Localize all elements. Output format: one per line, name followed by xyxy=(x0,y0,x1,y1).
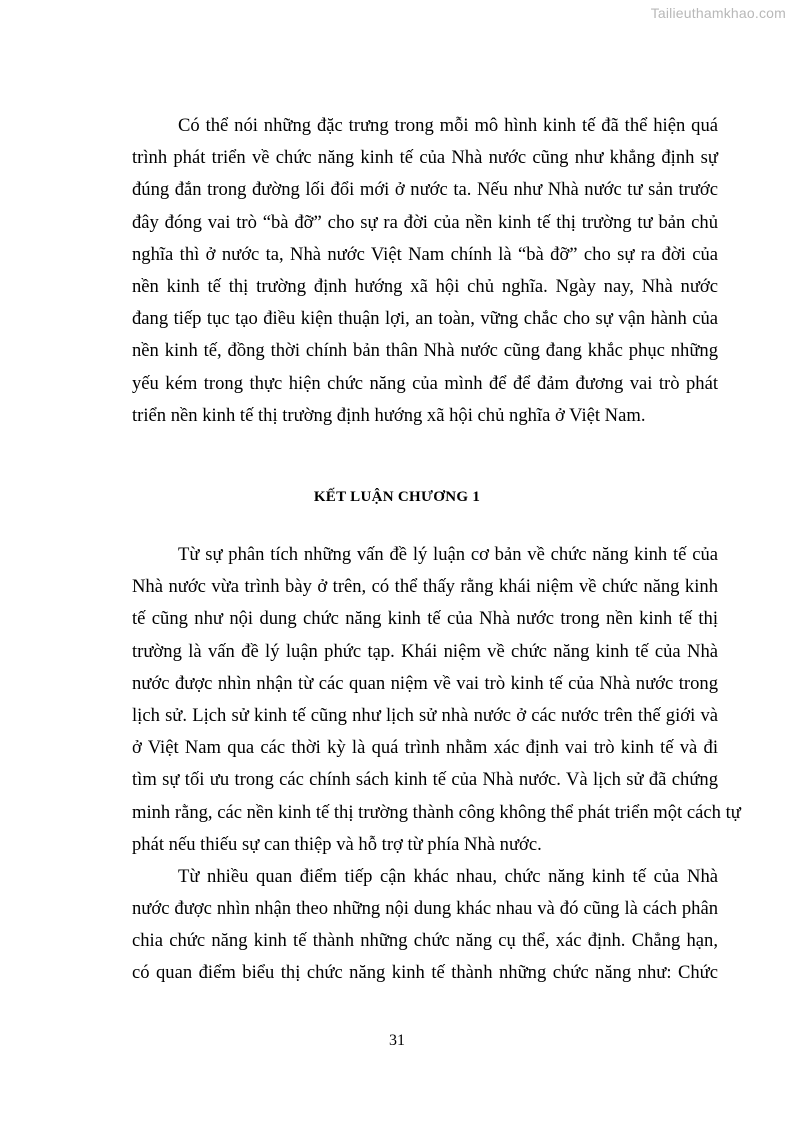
watermark: Tailieuthamkhao.com xyxy=(650,5,786,21)
text-line: phát nếu thiếu sự can thiệp và hỗ trợ từ phía Nhà nước. xyxy=(132,833,542,855)
text-line: chia chức năng kinh tế thành những chức năng cụ thể, xác định. Chẳng hạn, xyxy=(132,930,718,952)
text-line: Có thể nói những đặc trưng trong mỗi mô hình kinh tế đã thể hiện quá xyxy=(178,115,718,136)
chapter-conclusion-heading: KẾT LUẬN CHƯƠNG 1 xyxy=(313,489,481,505)
text-line: yếu kém trong thực hiện chức năng của mình để để đảm đương vai trò phát xyxy=(132,372,718,394)
text-line: triển nền kinh tế thị trường định hướng xã hội chủ nghĩa ở Việt Nam. xyxy=(132,404,646,426)
text-line: trường là vấn đề lý luận phức tạp. Khái niệm về chức năng kinh tế của Nhà xyxy=(132,640,718,662)
paragraph-conclusion-1 xyxy=(132,539,741,861)
text-line: nghĩa thì ở nước ta, Nhà nước Việt Nam chính là “bà đỡ” cho sự ra đời của xyxy=(132,243,718,265)
paragraph-intro xyxy=(132,110,718,432)
text-line: Từ nhiều quan điểm tiếp cận khác nhau, chức năng kinh tế của Nhà xyxy=(178,865,718,887)
text-line: tìm sự tối ưu trong các chính sách kinh tế của Nhà nước. Và lịch sử đã chứng xyxy=(132,769,718,791)
text-line: có quan điểm biểu thị chức năng kinh tế thành những chức năng như: Chức xyxy=(132,962,718,984)
text-line: nước được nhìn nhận từ các quan niệm về vai trò kinh tế của Nhà nước trong xyxy=(132,672,718,694)
text-line: nền kinh tế thị trường định hướng xã hội chủ nghĩa. Ngày nay, Nhà nước xyxy=(132,275,718,297)
text-line: nền kinh tế, đồng thời chính bản thân Nhà nước cũng đang khắc phục những xyxy=(132,340,718,362)
text-line: nước được nhìn nhận theo những nội dung khác nhau và đó cũng là cách phân xyxy=(132,898,718,920)
text-line: đúng đắn trong đường lối đổi mới ở nước ta. Nếu như Nhà nước tư sản trước xyxy=(132,179,718,201)
page-number: 31 xyxy=(389,1032,405,1049)
paragraph-conclusion-2 xyxy=(132,861,718,990)
text-line: đây đóng vai trò “bà đỡ” cho sự ra đời của nền kinh tế thị trường tư bản chủ xyxy=(132,211,718,233)
text-line: đang tiếp tục tạo điều kiện thuận lợi, an toàn, vững chắc cho sự vận hành của xyxy=(132,308,718,330)
text-line: Từ sự phân tích những vấn đề lý luận cơ bản về chức năng kinh tế của xyxy=(178,544,718,565)
conclusion-body xyxy=(132,539,741,990)
text-line: trình phát triển về chức năng kinh tế của Nhà nước cũng như khẳng định sự xyxy=(132,147,718,169)
text-line: minh rằng, các nền kinh tế thị trường thành công không thể phát triển một cách tự xyxy=(132,801,741,823)
text-line: Nhà nước vừa trình bày ở trên, có thể thấy rằng khái niệm về chức năng kinh xyxy=(132,576,718,598)
text-line: lịch sử. Lịch sử kinh tế cũng như lịch sử nhà nước ở các nước trên thế giới và xyxy=(132,704,718,726)
text-line: tế cũng như nội dung chức năng kinh tế của Nhà nước trong nền kinh tế thị xyxy=(132,608,718,630)
text-line: ở Việt Nam qua các thời kỳ là quá trình nhằm xác định vai trò kinh tế và đi xyxy=(132,737,718,759)
